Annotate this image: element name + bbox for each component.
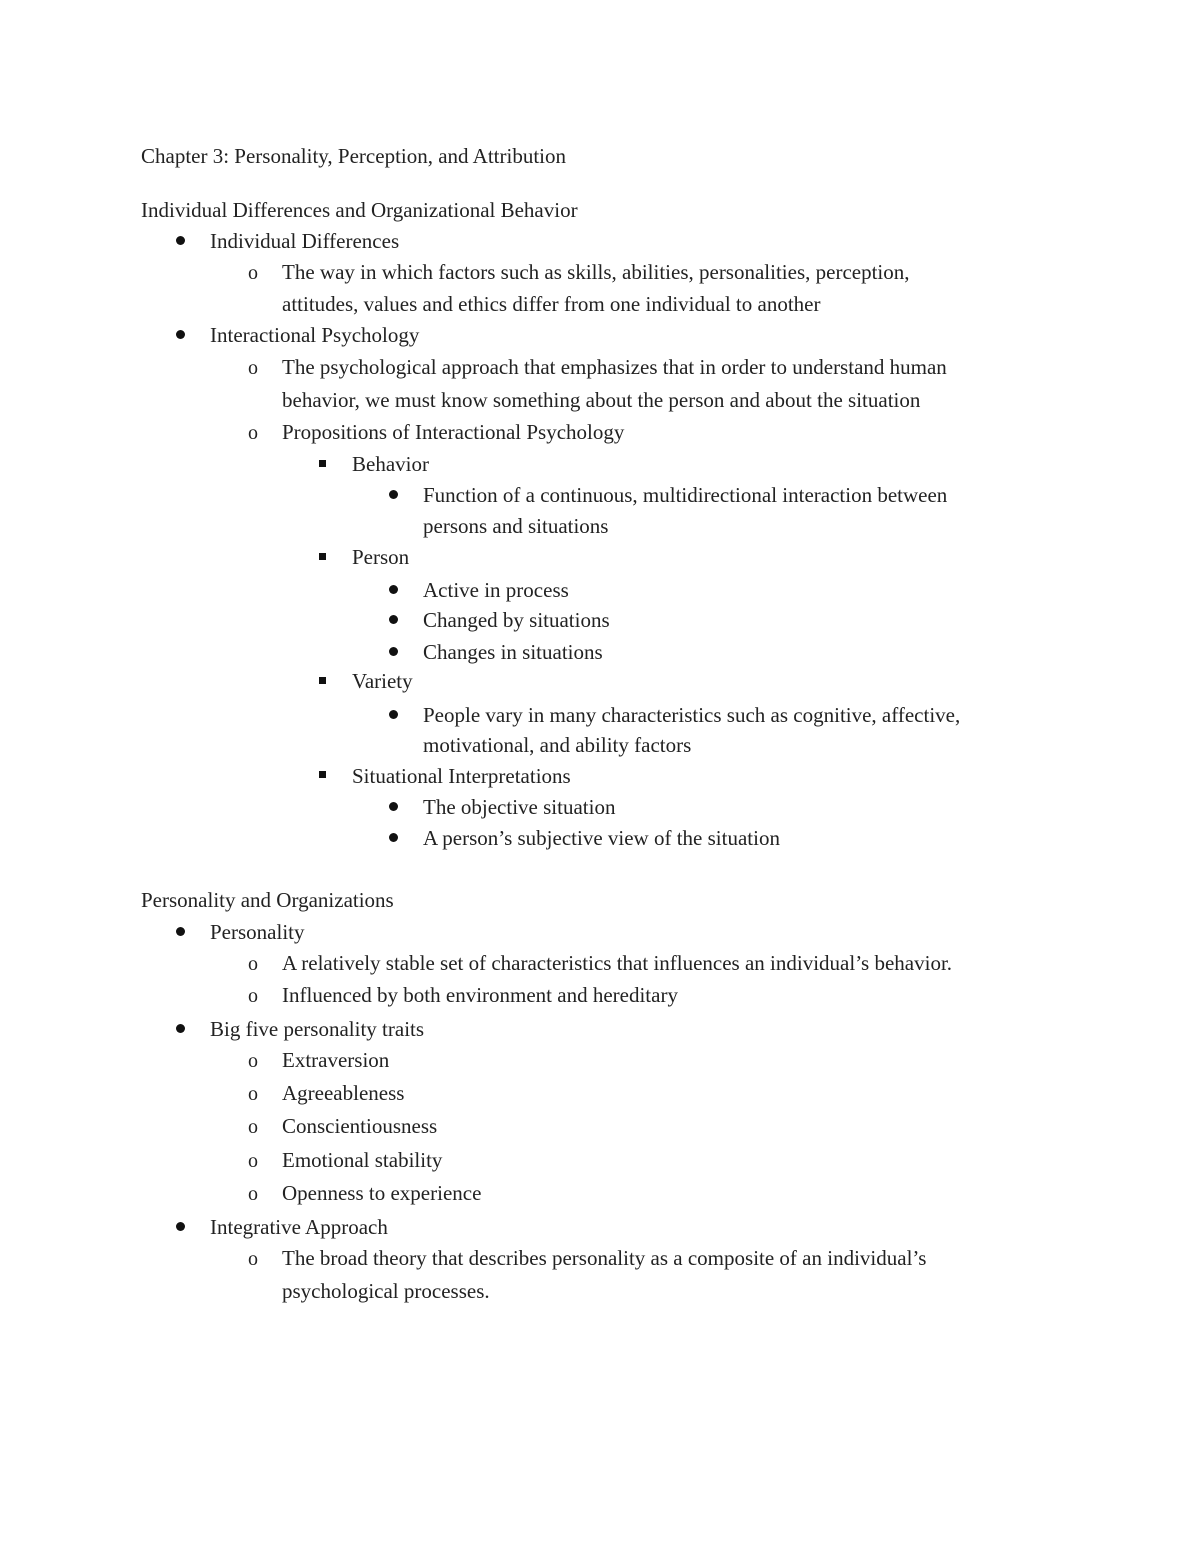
bullet-circle-icon: o: [248, 357, 258, 379]
sub-item-line: attitudes, values and ethics differ from one individual to another: [282, 292, 821, 316]
point-line: Active in process: [423, 578, 569, 602]
sub-item-propositions: Propositions of Interactional Psychology: [282, 420, 625, 444]
bullet-circle-icon: o: [248, 262, 258, 284]
proposition-person: Person: [352, 545, 410, 569]
bullet-square-icon: [319, 553, 326, 560]
bullet-dot-icon: [389, 647, 398, 656]
bullet-circle-icon: o: [248, 1116, 258, 1138]
trait-emotional-stability: Emotional stability: [282, 1148, 443, 1172]
point-line: motivational, and ability factors: [423, 733, 692, 757]
section-heading-personality-and-organizations: Personality and Organizations: [141, 888, 394, 912]
bullet-dot-icon: [389, 802, 398, 811]
bullet-circle-icon: o: [248, 422, 258, 444]
list-item-interactional-psychology: Interactional Psychology: [210, 323, 420, 347]
bullet-dot-icon: [389, 710, 398, 719]
proposition-variety: Variety: [352, 669, 413, 693]
bullet-circle-icon: o: [248, 985, 258, 1007]
proposition-behavior: Behavior: [352, 452, 429, 476]
bullet-dot-icon: [176, 1024, 185, 1033]
sub-item-line: The way in which factors such as skills, abilities, personalities, perception,: [282, 260, 910, 284]
bullet-circle-icon: o: [248, 953, 258, 975]
point-line: People vary in many characteristics such as cognitive, affective,: [423, 703, 961, 727]
bullet-square-icon: [319, 771, 326, 778]
bullet-dot-icon: [389, 490, 398, 499]
trait-conscientiousness: Conscientiousness: [282, 1114, 438, 1138]
trait-agreeableness: Agreeableness: [282, 1081, 405, 1105]
bullet-dot-icon: [176, 330, 185, 339]
bullet-dot-icon: [176, 927, 185, 936]
bullet-circle-icon: o: [248, 1083, 258, 1105]
bullet-circle-icon: o: [248, 1150, 258, 1172]
point-line: Changes in situations: [423, 640, 603, 664]
point-line: Changed by situations: [423, 608, 610, 632]
section-heading-individual-differences: Individual Differences and Organizational Behavior: [141, 198, 578, 222]
bullet-dot-icon: [176, 1222, 185, 1231]
bullet-dot-icon: [389, 833, 398, 842]
list-item-big-five: Big five personality traits: [210, 1017, 425, 1041]
bullet-circle-icon: o: [248, 1248, 258, 1270]
trait-openness: Openness to experience: [282, 1181, 482, 1205]
point-line: The objective situation: [423, 795, 616, 819]
point-line: persons and situations: [423, 514, 609, 538]
document-title: Chapter 3: Personality, Perception, and Attribution: [141, 144, 566, 168]
bullet-dot-icon: [389, 585, 398, 594]
bullet-circle-icon: o: [248, 1183, 258, 1205]
sub-item-line: The broad theory that describes personality as a composite of an individual’s: [282, 1246, 927, 1270]
sub-item-line: Influenced by both environment and hereditary: [282, 983, 678, 1007]
bullet-dot-icon: [176, 236, 185, 245]
sub-item-line: psychological processes.: [282, 1279, 490, 1303]
list-item-personality: Personality: [210, 920, 305, 944]
list-item-individual-differences: Individual Differences: [210, 229, 400, 253]
list-item-integrative-approach: Integrative Approach: [210, 1215, 388, 1239]
sub-item-line: The psychological approach that emphasizes that in order to understand human: [282, 355, 947, 379]
bullet-circle-icon: o: [248, 1050, 258, 1072]
point-line: A person’s subjective view of the situation: [423, 826, 780, 850]
proposition-situational-interpretations: Situational Interpretations: [352, 764, 571, 788]
sub-item-line: A relatively stable set of characteristics that influences an individual’s behavior.: [282, 951, 953, 975]
bullet-square-icon: [319, 460, 326, 467]
sub-item-line: behavior, we must know something about the person and about the situation: [282, 388, 921, 412]
bullet-square-icon: [319, 677, 326, 684]
trait-extraversion: Extraversion: [282, 1048, 390, 1072]
point-line: Function of a continuous, multidirectional interaction between: [423, 483, 948, 507]
bullet-dot-icon: [389, 615, 398, 624]
